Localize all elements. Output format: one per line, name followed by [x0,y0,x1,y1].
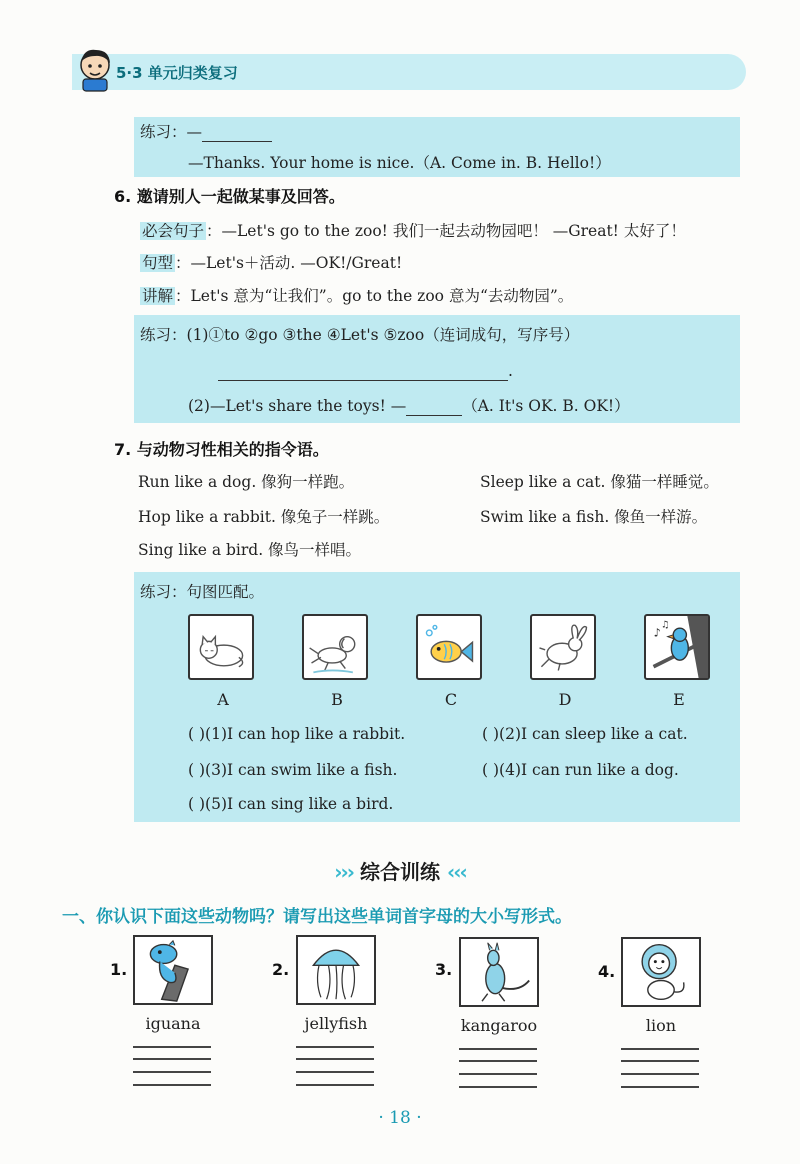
phrase-sleep: Sleep like a cat. 像猫一样睡觉。 [480,473,719,491]
section-6-sentence: 必会句子 ：—Let's go to the zoo! 我们一起去动物园吧！ —Great! 太好了！ [142,222,686,240]
picture-label-b: B [331,690,343,709]
animal-number-4: 4. [598,962,616,981]
writing-line[interactable] [621,1060,699,1062]
writing-line[interactable] [133,1084,211,1086]
mascot-icon [74,46,116,92]
writing-line[interactable] [133,1071,211,1073]
writing-line[interactable] [133,1046,211,1048]
section-7-heading: 7. 与动物习性相关的指令语。 [114,440,329,459]
writing-line[interactable] [296,1071,374,1073]
picture-label-a: A [217,690,229,709]
answer-bracket[interactable]: ( ) [188,761,206,779]
tag-must-know: 必会句子 [142,222,205,240]
match-item-2: ( )(2)I can sleep like a cat. [482,725,688,743]
writing-line[interactable] [133,1058,211,1060]
section-6-explain: 讲解 ：Let's 意为“让我们”。go to the zoo 意为“去动物园”。 [142,287,574,305]
animal-name-kangaroo: kangaroo [460,1016,538,1035]
animal-number-2: 2. [272,960,290,979]
answer-line[interactable] [218,362,508,381]
phrase-sing: Sing like a bird. 像鸟一样唱。 [138,541,362,559]
picture-label-c: C [444,690,458,709]
kangaroo-icon [459,937,539,1007]
phrase-run: Run like a dog. 像狗一样跑。 [138,473,355,491]
match-item-5: ( )(5)I can sing like a bird. [188,795,394,813]
writing-line[interactable] [296,1084,374,1086]
practice-5-line1: 练习：— [140,120,272,142]
writing-line[interactable] [621,1086,699,1088]
page-number: · 18 · [378,1108,422,1128]
jellyfish-icon [296,935,376,1005]
chevron-left-icon: ‹‹‹ [446,860,466,884]
animal-name-lion: lion [645,1016,677,1035]
bird-icon [644,614,710,680]
rabbit-icon [530,614,596,680]
iguana-icon [133,935,213,1005]
writing-line[interactable] [296,1058,374,1060]
animal-number-3: 3. [435,960,453,979]
practice-7-instruction: 练习：句图匹配。 [140,583,265,601]
phrase-swim: Swim like a fish. 像鱼一样游。 [480,508,708,526]
match-item-3: ( )(3)I can swim like a fish. [188,761,398,779]
writing-line[interactable] [459,1048,537,1050]
writing-line[interactable] [459,1086,537,1088]
animal-name-jellyfish: jellyfish [304,1014,368,1033]
fish-icon [416,614,482,680]
writing-line[interactable] [296,1046,374,1048]
cat-icon [188,614,254,680]
match-item-1: ( )(1)I can hop like a rabbit. [188,725,406,743]
training-title: ››› 综合训练 ‹‹‹ [334,860,466,884]
practice-6-q1-answer: . [218,362,513,381]
dog-icon [302,614,368,680]
practice-5-line2: —Thanks. Your home is nice.（A. Come in. B. Hello!） [188,154,611,172]
svg-text:♪: ♪ [653,626,661,640]
writing-line[interactable] [459,1060,537,1062]
writing-line[interactable] [459,1073,537,1075]
part-1-heading: 一、你认识下面这些动物吗？请写出这些单词首字母的大小写形式。 [62,907,572,927]
tag-explain: 讲解 [142,287,174,305]
answer-blank[interactable] [406,397,462,416]
svg-text:♫: ♫ [661,619,670,631]
header-title: 5·3 单元归类复习 [116,64,238,82]
answer-bracket[interactable]: ( ) [482,725,500,743]
phrase-hop: Hop like a rabbit. 像兔子一样跳。 [138,508,390,526]
picture-label-d: D [558,690,572,709]
match-item-4: ( )(4)I can run like a dog. [482,761,679,779]
practice-label: 练习： [140,123,187,141]
answer-bracket[interactable]: ( ) [482,761,500,779]
practice-6-q1: 练习：(1)①to ②go ③the ④Let's ⑤zoo（连词成句，写序号） [140,326,580,344]
answer-bracket[interactable]: ( ) [188,795,206,813]
picture-label-e: E [673,690,685,709]
chevron-right-icon: ››› [334,860,354,884]
writing-line[interactable] [621,1048,699,1050]
answer-bracket[interactable]: ( ) [188,725,206,743]
answer-blank[interactable] [202,123,272,142]
section-6-heading: 6. 邀请别人一起做某事及回答。 [114,187,345,206]
lion-icon [621,937,701,1007]
writing-line[interactable] [621,1073,699,1075]
section-6-pattern: 句型 ：—Let's＋活动. —OK!/Great! [142,254,403,272]
animal-name-iguana: iguana [145,1014,201,1033]
animal-number-1: 1. [110,960,128,979]
tag-pattern: 句型 [142,254,174,272]
practice-6-q2: (2)—Let's share the toys! — （A. It's OK. B. OK!） [188,397,630,415]
